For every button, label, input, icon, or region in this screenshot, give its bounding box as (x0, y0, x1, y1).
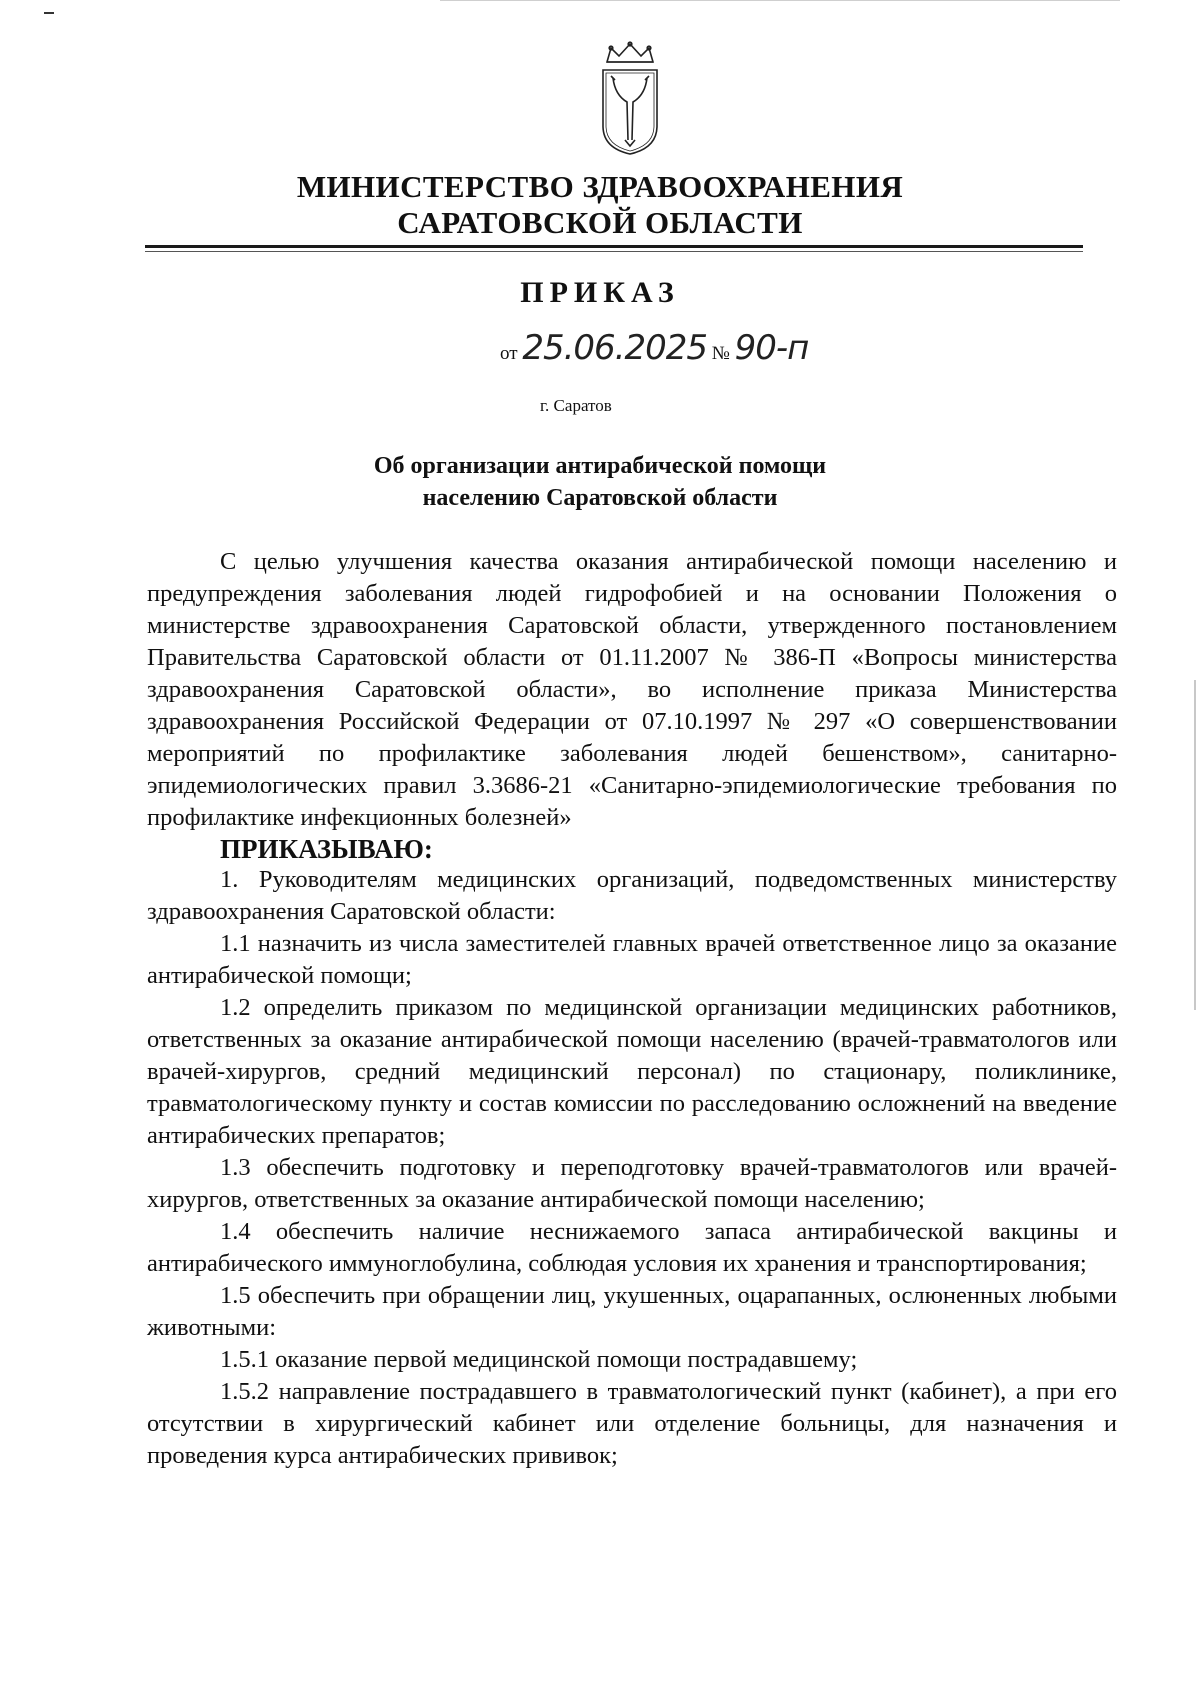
subject-line1: Об организации антирабической помощи (373, 453, 827, 479)
header-divider-thin (145, 251, 1083, 252)
order-item: 1.5.2 направление пострадавшего в травматологический пункт (кабинет), а при его отсутствии в хирургический кабинет или отделение больницы, для назначения и проведения курса антирабических прививок; (147, 1378, 1117, 1469)
order-item: 1.2 определить приказом по медицинской организации медицинских работников, ответственных за оказание антирабической помощи населению (врачей-травматологов или врачей-хирургов, средний медицинский персонал) по стационару, поликлинике, травматологическому пункту и состав комиссии по расследованию осложнений на введение антирабических препаратов; (147, 994, 1117, 1149)
ministry-name-line1: МИНИСТЕРСТВО ЗДРАВООХРАНЕНИЯ (296, 169, 904, 204)
orders-heading: ПРИКАЗЫВАЮ: (220, 834, 433, 864)
order-item: 1. Руководителям медицинских организаций, подведомственных министерству здравоохранения Саратовской области: (147, 866, 1117, 925)
scan-edge-line (1194, 680, 1196, 1010)
handwritten-number: 90-п (734, 328, 809, 368)
order-item: 1.3 обеспечить подготовку и переподготовку врачей-травматологов или врачей-хирургов, ответственных за оказание антирабической помощи населению; (147, 1154, 1117, 1213)
scan-edge-line (440, 0, 1120, 1)
date-number-line (500, 328, 900, 368)
order-item: 1.5.1 оказание первой медицинской помощи пострадавшему; (220, 1346, 858, 1373)
order-item: 1.4 обеспечить наличие неснижаемого запаса антирабической вакцины и антирабического иммуноглобулина, соблюдая условия их хранения и транспортирования; (147, 1218, 1117, 1277)
scan-mark (44, 12, 54, 14)
issue-city: г. Саратов (540, 396, 612, 415)
date-prefix: от (500, 343, 518, 364)
document-body (147, 546, 1117, 1472)
subject-line2: населению Саратовской области (422, 485, 778, 511)
ministry-name-line2: САРАТОВСКОЙ ОБЛАСТИ (397, 205, 803, 240)
order-item: 1.5 обеспечить при обращении лиц, укушенных, оцарапанных, ослюненных любыми животными: (147, 1282, 1117, 1341)
handwritten-date: 25.06.2025 (522, 328, 707, 368)
preamble-paragraph: С целью улучшения качества оказания антирабической помощи населению и предупреждения заболевания людей гидрофобией и на основании Положения о министерстве здравоохранения Саратовской области, утвержденного постановлением Правительства Саратовской области от 01.11.2007 № 386-П «Вопросы министерства здравоохранения Саратовской области», во исполнение приказа Министерства здравоохранения Российской Федерации от 07.10.1997 № 297 «О совершенствовании мероприятий по профилактике заболевания людей бешенством», санитарно-эпидемиологических правил 3.3686-21 «Санитарно-эпидемиологические требования по профилактике инфекционных болезней» (147, 548, 1117, 831)
document-type-title: ПРИКАЗ (520, 276, 680, 309)
order-item: 1.1 назначить из числа заместителей главных врачей ответственное лицо за оказание антирабической помощи; (147, 930, 1117, 989)
header-divider (145, 245, 1083, 248)
coat-of-arms-icon (595, 40, 665, 160)
number-prefix: № (711, 343, 730, 364)
